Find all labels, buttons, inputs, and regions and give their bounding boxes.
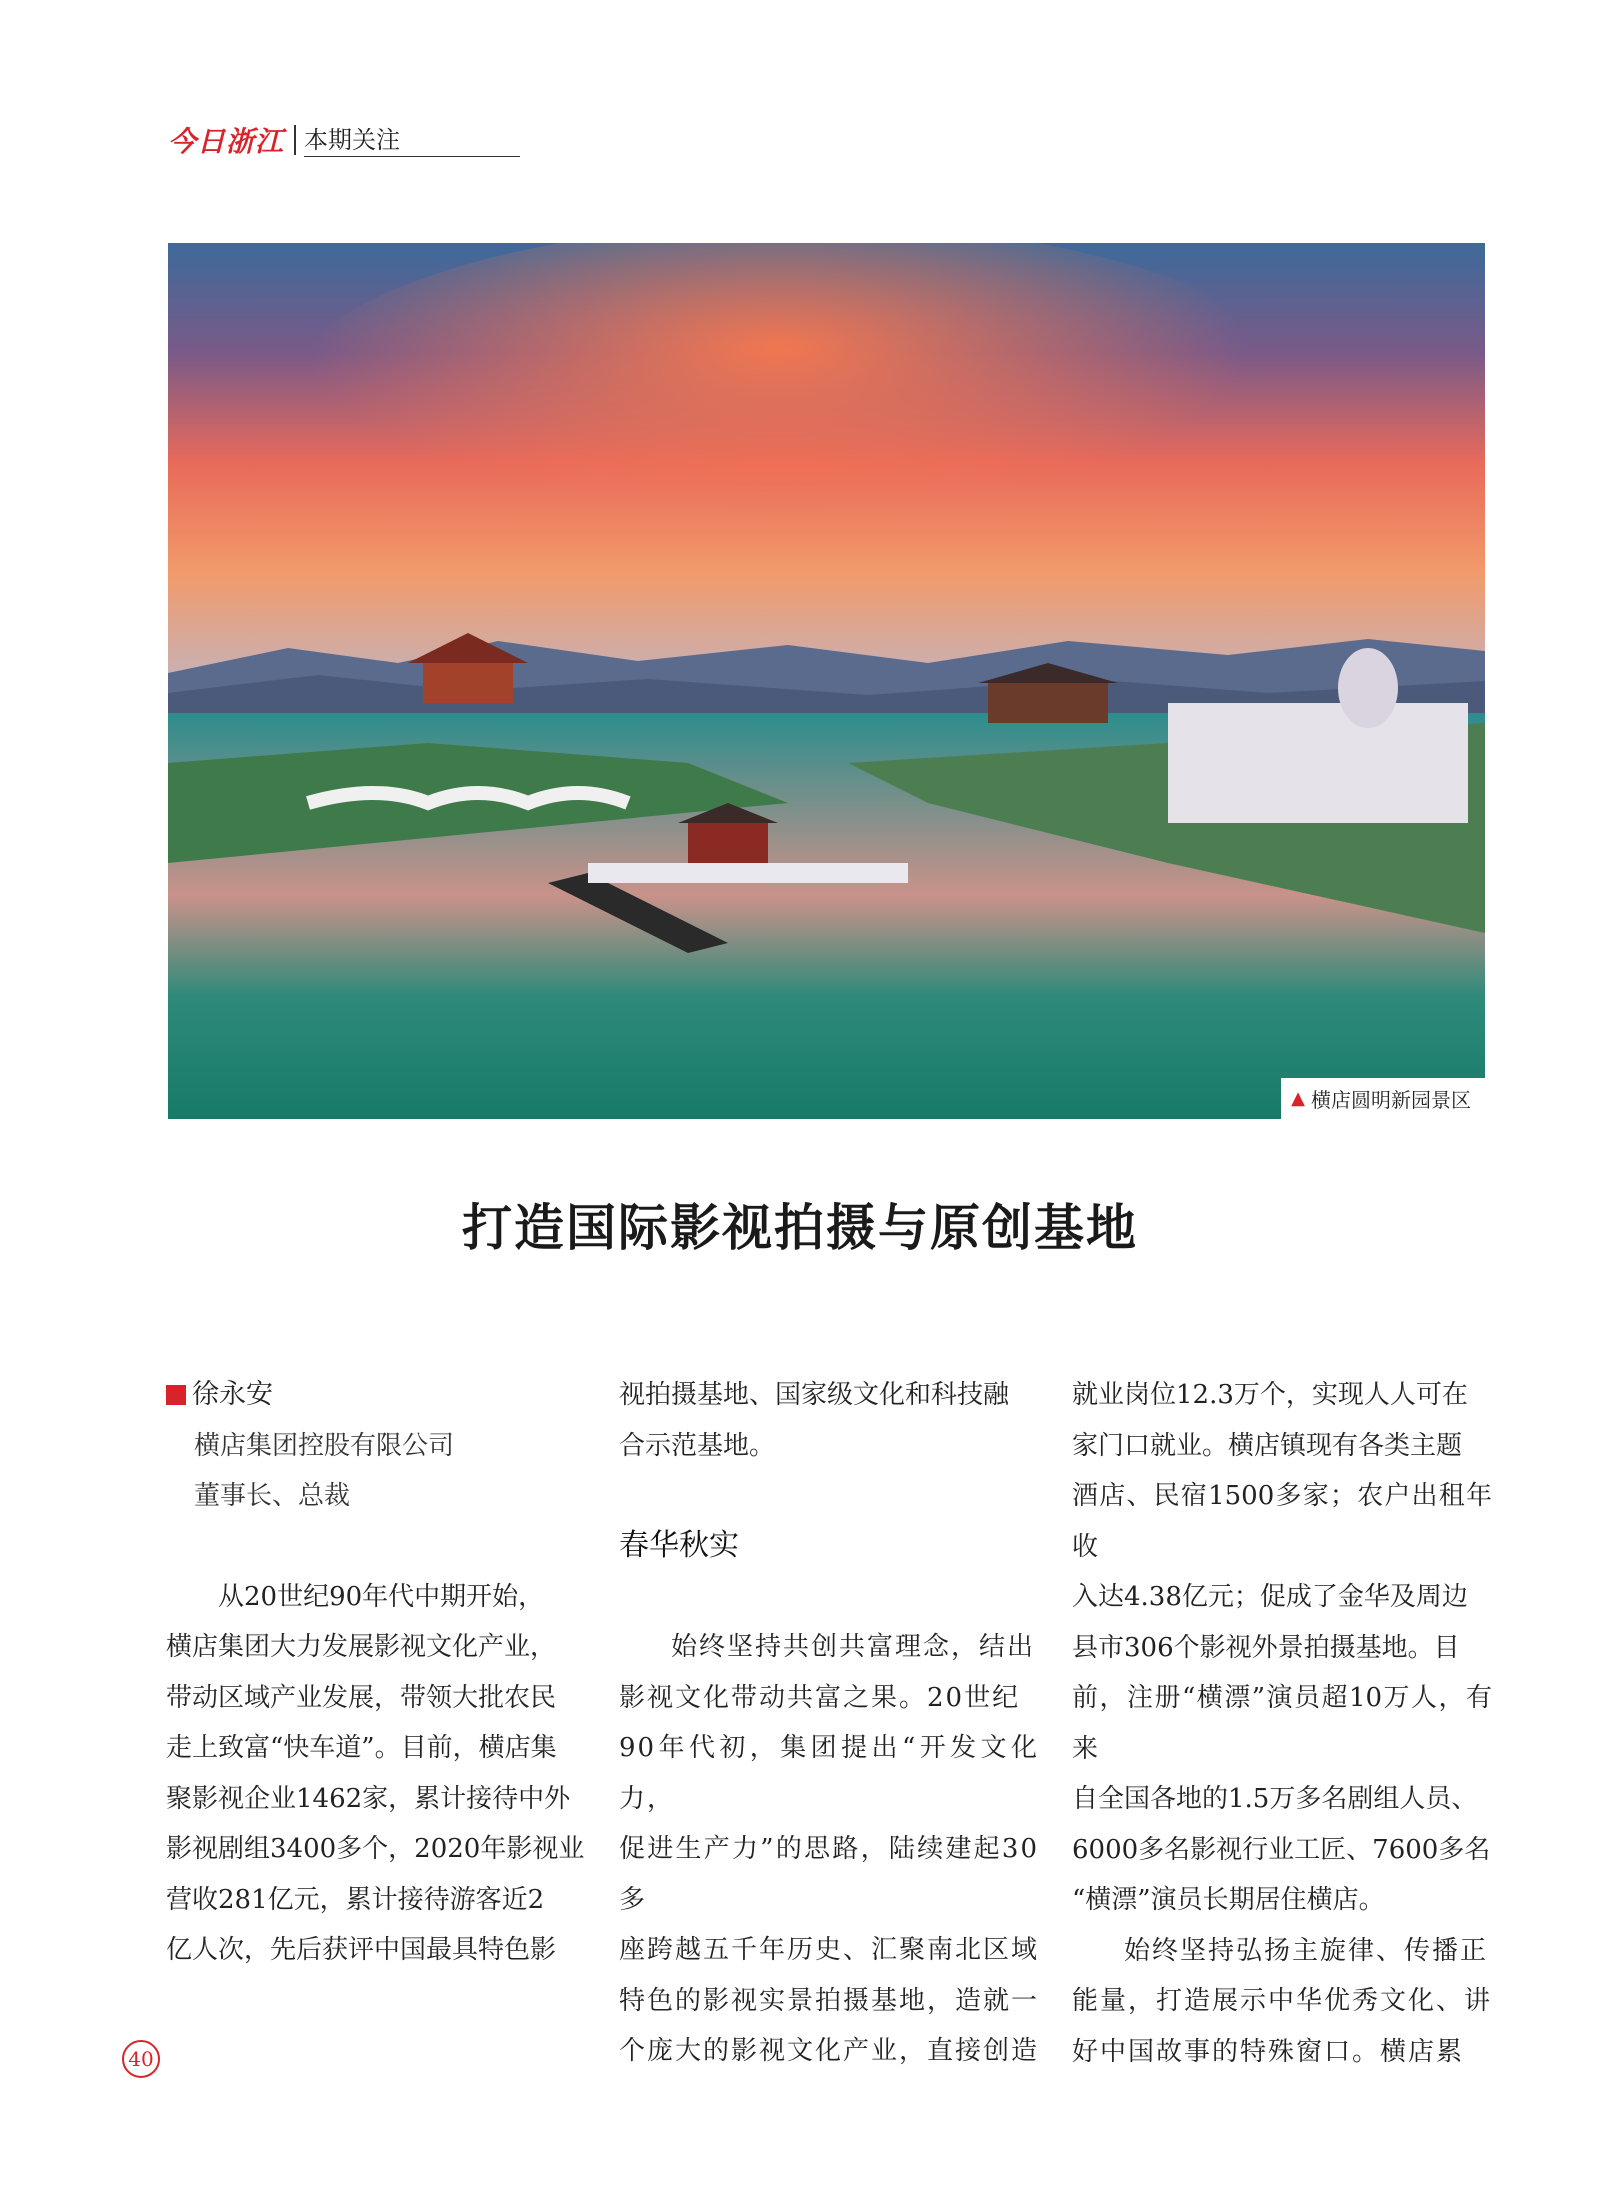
hero-photo	[168, 243, 1485, 1119]
text-line: 走上致富“快车道”。目前，横店集	[166, 1733, 557, 1763]
section-label: 本期关注	[304, 124, 520, 157]
spacer	[166, 1522, 586, 1572]
text-line: 营收281亿元，累计接待游客近2	[166, 1884, 545, 1915]
text-line: 自全国各地的1.5万多名剧组人员、	[1072, 1784, 1478, 1814]
text-line: 影视剧组3400多个，2020年影视业	[166, 1834, 585, 1864]
author-affiliation: 横店集团控股有限公司	[194, 1430, 455, 1461]
paragraph-1	[166, 1572, 586, 1976]
column-1	[166, 1370, 586, 1976]
column-3	[1072, 1370, 1492, 2077]
text-line: 好中国故事的特殊窗口。横店累	[1072, 2036, 1465, 2067]
spacer	[619, 1471, 1039, 1521]
paragraph-2	[619, 1622, 1039, 2077]
header-divider	[294, 125, 296, 155]
text-line: 个庞大的影视文化产业，直接创造	[619, 2036, 1040, 2066]
text-line: 亿人次，先后获评中国最具特色影	[166, 1935, 557, 1965]
text-line: 聚影视企业1462家，累计接待中外	[166, 1783, 571, 1814]
caption-text: 横店圆明新园景区	[1311, 1088, 1471, 1112]
author-name: 徐永安	[192, 1379, 273, 1410]
text-line: 从20世纪90年代中期开始，	[218, 1581, 545, 1612]
text-line: 能量，打造展示中华优秀文化、讲	[1072, 1986, 1493, 2016]
brand-logo: 今日浙江	[168, 125, 285, 158]
section-subheading: 春华秋实	[619, 1528, 739, 1563]
author-title: 董事长、总裁	[194, 1481, 351, 1511]
column-2	[619, 1370, 1039, 2077]
text-line: 始终坚持弘扬主旋律、传播正	[1124, 1935, 1489, 1966]
paragraph-3	[1072, 1926, 1492, 2078]
text-line: 入达4.38亿元；促成了金华及周边	[1072, 1582, 1468, 1612]
text-line: 家门口就业。横店镇现有各类主题	[1072, 1430, 1463, 1461]
photo-caption	[1281, 1078, 1485, 1119]
magazine-header	[168, 122, 520, 158]
text-line: 带动区域产业发展，带领大批农民	[166, 1682, 557, 1713]
page-number: 40	[122, 2040, 160, 2078]
author-line	[166, 1370, 586, 1421]
text-line: 就业岗位12.3万个，实现人人可在	[1072, 1380, 1468, 1410]
text-line: 始终坚持共创共富理念，结出	[671, 1632, 1036, 1662]
caption-triangle-icon: ▲	[1291, 1088, 1305, 1109]
text-line: 合示范基地。	[619, 1430, 776, 1461]
text-line: 横店集团大力发展影视文化产业，	[166, 1632, 557, 1662]
text-line: 县市306个影视外景拍摄基地。目	[1072, 1632, 1460, 1663]
text-line: 特色的影视实景拍摄基地，造就一	[619, 1985, 1040, 2016]
text-line: 前，注册“横漂”演员超10万人，有来	[1072, 1683, 1492, 1764]
text-line: 视拍摄基地、国家级文化和科技融	[619, 1380, 1010, 1410]
text-line: “横漂”演员长期居住横店。	[1072, 1885, 1385, 1915]
text-line: 6000多名影视行业工匠、7600多名	[1072, 1834, 1491, 1865]
text-line: 90年代初，集团提出“开发文化力，	[619, 1733, 1039, 1814]
text-line: 促进生产力”的思路，陆续建起30多	[619, 1834, 1039, 1915]
article-title: 打造国际影视拍摄与原创基地	[462, 1198, 1138, 1257]
text-line: 座跨越五千年历史、汇聚南北区域	[619, 1935, 1040, 1965]
text-line: 酒店、民宿1500多家；农户出租年收	[1072, 1481, 1492, 1562]
author-marker-icon	[166, 1385, 186, 1405]
text-line: 影视文化带动共富之果。20世纪	[619, 1682, 1021, 1713]
sunset-palace-illustration	[168, 243, 1485, 1119]
